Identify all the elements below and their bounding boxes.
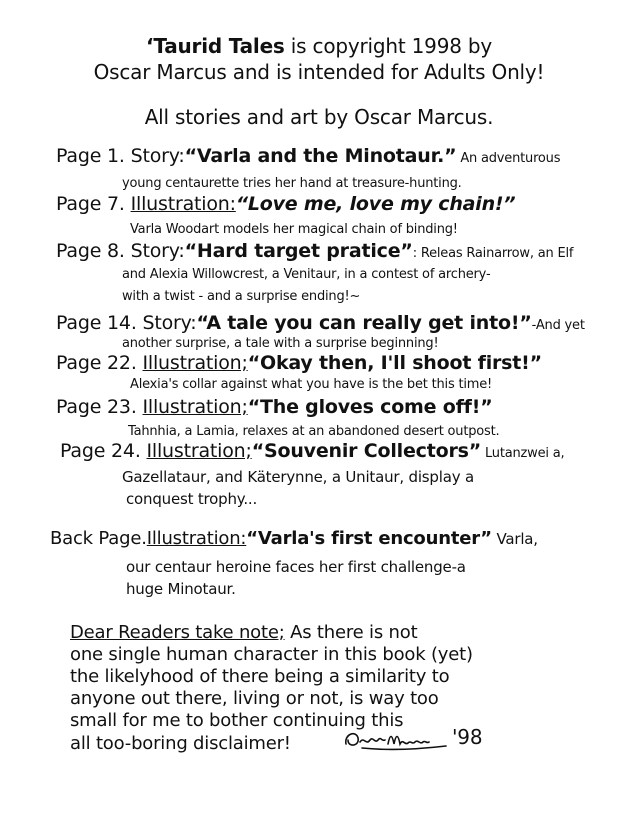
note-line: anyone out there, living or not, is way too — [70, 688, 439, 709]
entry-title: “Hard target pratice” — [184, 240, 413, 262]
entry-title: “Souvenir Collectors” — [251, 440, 482, 462]
entry-title: “Love me, love my chain!” — [235, 193, 516, 215]
entry-page-22 — [56, 352, 542, 374]
note-first-line — [70, 622, 417, 643]
entry-kind: Illustration: — [146, 528, 247, 549]
entry-desc-line: and Alexia Willowcrest, a Venitaur, in a contest of archery- — [122, 267, 491, 282]
entry-desc-line: another surprise, a tale with a surprise beginning! — [122, 336, 439, 351]
entry-desc: Varla, — [491, 530, 538, 548]
entry-title: “The gloves come off!” — [247, 396, 493, 418]
entry-desc-line: huge Minotaur. — [126, 580, 236, 598]
entry-page-label: Page 23. — [56, 396, 137, 418]
entry-page-label: Page 1. — [56, 145, 125, 167]
entry-kind: Illustration: — [130, 193, 236, 215]
note-heading: Dear Readers take note; — [70, 622, 285, 643]
entry-desc-line: conquest trophy... — [126, 490, 258, 508]
entry-desc: Lutanzwei a, — [481, 446, 565, 461]
entry-desc-line: Alexia's collar against what you have is the bet this time! — [130, 377, 493, 392]
entry-page-label: Page 14. — [56, 312, 137, 334]
entry-kind: Story: — [130, 145, 185, 167]
book-title: ‘Taurid Tales — [145, 34, 285, 58]
entry-page-14 — [56, 312, 585, 334]
note-line: one single human character in this book (yet) — [70, 644, 473, 665]
entry-kind: Story: — [142, 312, 197, 334]
entry-page-label: Back Page. — [50, 528, 147, 549]
entry-title: “A tale you can really get into!” — [196, 312, 532, 334]
entry-desc-line: our centaur heroine faces her first challenge-a — [126, 558, 466, 576]
copyright-line-1: ‘Taurid Tales is copyright 1998 by — [145, 34, 493, 58]
entry-page-24 — [60, 440, 564, 462]
entry-back-page — [50, 528, 538, 549]
entry-page-7 — [56, 193, 515, 215]
entry-page-label: Page 22. — [56, 352, 137, 374]
entry-desc-line: with a twist - and a surprise ending!~ — [122, 289, 361, 304]
copyright-line-2: Oscar Marcus and is intended for Adults Only! — [93, 60, 545, 84]
entry-page-label: Page 8. — [56, 240, 125, 262]
entry-desc: : Releas Rainarrow, an Elf — [412, 246, 574, 261]
signature-year: '98 — [452, 725, 483, 749]
credit-line: All stories and art by Oscar Marcus. — [144, 105, 494, 129]
entry-desc-line: Varla Woodart models her magical chain of binding! — [130, 222, 458, 237]
entry-kind: Illustration; — [142, 352, 248, 374]
entry-page-23 — [56, 396, 493, 418]
entry-desc-line: Tahnhia, a Lamia, relaxes at an abandoned desert outpost. — [128, 424, 500, 439]
note-line: As there is not — [284, 622, 418, 643]
entry-page-1 — [56, 145, 560, 167]
note-line: all too-boring disclaimer! — [70, 733, 291, 754]
note-line: the likelyhood of there being a similarity to — [70, 666, 450, 687]
entry-title: “Varla's first encounter” — [246, 528, 492, 549]
entry-kind: Story: — [130, 240, 185, 262]
entry-title: “Okay then, I'll shoot first!” — [247, 352, 542, 374]
entry-desc-line: young centaurette tries her hand at treasure-hunting. — [122, 176, 462, 191]
entry-page-label: Page 24. — [60, 440, 141, 462]
entry-desc-line: Gazellataur, and Käterynne, a Unitaur, display a — [122, 468, 474, 486]
note-line: small for me to bother continuing this — [70, 710, 404, 731]
entry-page-label: Page 7. — [56, 193, 125, 215]
entry-kind: Illustration; — [146, 440, 252, 462]
entry-kind: Illustration; — [142, 396, 248, 418]
entry-desc: -And yet — [531, 318, 585, 333]
signature-scribble — [342, 726, 452, 752]
entry-title: “Varla and the Minotaur.” — [184, 145, 457, 167]
entry-page-8 — [56, 240, 573, 262]
entry-desc: An adventurous — [456, 151, 561, 166]
